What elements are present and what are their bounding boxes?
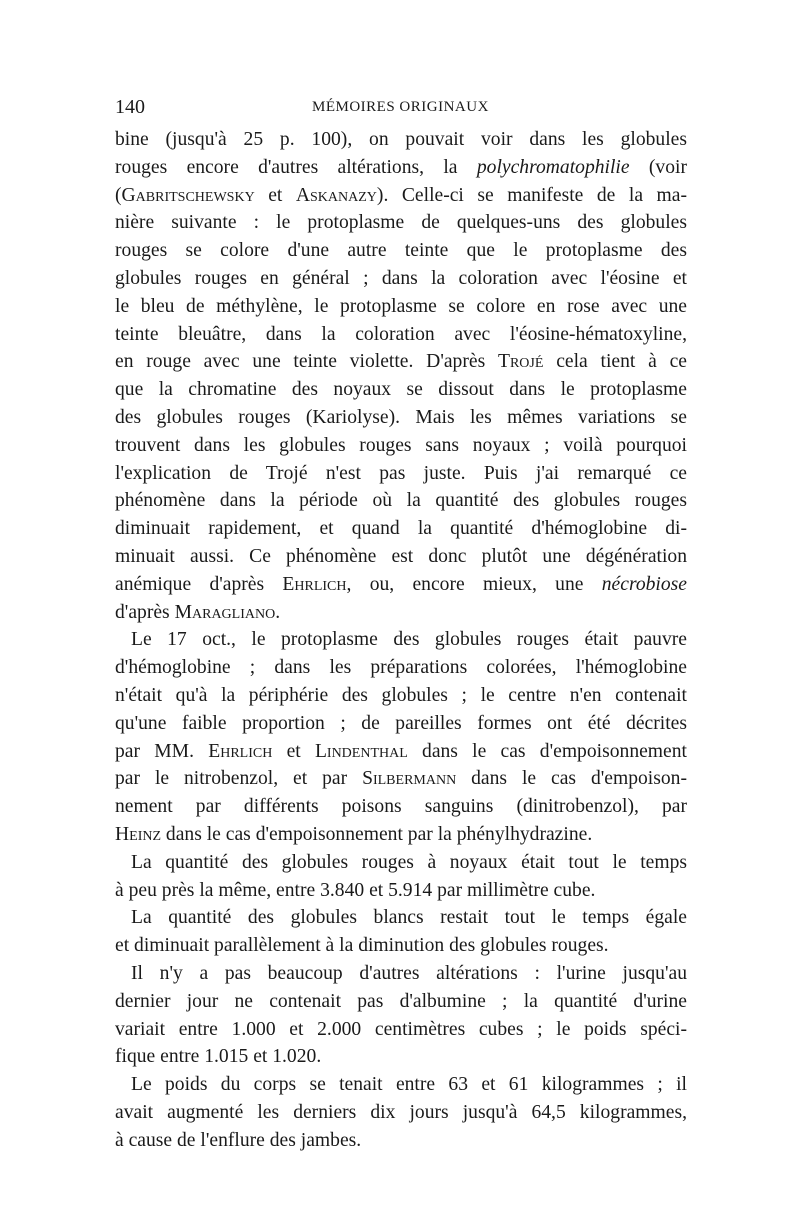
text-line [115, 849, 687, 877]
author-name: Trojé [497, 351, 544, 373]
text-line [115, 682, 687, 710]
text-line [115, 293, 687, 321]
text-line [115, 487, 687, 515]
running-head: MÉMOIRES ORIGINAUX [312, 99, 489, 115]
text-segment: anémique d'après [115, 573, 283, 595]
text-line [115, 154, 687, 182]
text-segment: , ou, encore mieux, une [346, 573, 602, 595]
text-line [115, 515, 687, 543]
text-segment: minuait aussi. Ce phénomène est donc plutôt une dégénération [115, 545, 687, 567]
author-name: Heinz [115, 823, 162, 845]
italic-term: polychromatophilie [476, 156, 630, 178]
text-segment: à peu près la même, entre 3.840 et 5.914 par millimètre cube. [115, 879, 596, 901]
text-segment: dans le cas d'empoison- [456, 768, 687, 790]
text-line [115, 432, 687, 460]
text-line [115, 1071, 687, 1099]
text-line [115, 960, 687, 988]
text-segment: par MM. [115, 740, 209, 762]
text-segment: par le nitrobenzol, et par [115, 768, 363, 790]
text-segment: dans le cas d'empoisonnement [407, 740, 687, 762]
text-line [115, 1016, 687, 1044]
text-line [115, 1127, 687, 1155]
text-line [115, 571, 687, 599]
text-line [115, 626, 687, 654]
text-segment: cela tient à ce [543, 351, 687, 373]
author-name: Silbermann [362, 768, 457, 790]
text-segment: d'après [115, 601, 175, 623]
text-segment: diminuait rapidement, et quand la quantité d'hémoglobine di- [115, 518, 687, 540]
text-line [115, 1099, 687, 1127]
text-line [115, 543, 687, 571]
text-segment: teinte bleuâtre, dans la coloration avec l'éosine-hématoxyline, [115, 323, 687, 345]
text-segment: (voir [629, 156, 687, 178]
text-segment: rouges encore d'autres altérations, la [115, 156, 477, 178]
text-segment: à cause de l'enflure des jambes. [115, 1129, 362, 1151]
text-line [115, 932, 687, 960]
text-line [115, 738, 687, 766]
text-segment: phénomène dans la période où la quantité des globules rouges [115, 490, 687, 512]
text-segment: . [275, 601, 281, 623]
text-line [115, 877, 687, 905]
page-number: 140 [115, 96, 145, 118]
text-segment: n'était qu'à la périphérie des globules ; le centre n'en contenait [115, 684, 687, 706]
text-segment: Le 17 oct., le protoplasme des globules rouges était pauvre [131, 629, 687, 651]
italic-term: nécrobiose [601, 573, 687, 595]
author-name: Gabritschewsky [121, 184, 255, 206]
text-line [115, 126, 687, 154]
text-line [115, 348, 687, 376]
text-segment: l'explication de Trojé n'est pas juste. Puis j'ai remarqué ce [115, 462, 687, 484]
text-segment: d'hémoglobine ; dans les préparations colorées, l'hémoglobine [115, 657, 687, 679]
text-segment: Il n'y a pas beaucoup d'autres altérations : l'urine jusqu'au [131, 962, 687, 984]
text-segment: ( [115, 184, 122, 206]
text-line [115, 765, 687, 793]
text-line [115, 821, 687, 849]
text-segment: Le poids du corps se tenait entre 63 et 61 kilogrammes ; il [131, 1074, 687, 1096]
text-segment: bine (jusqu'à 25 p. 100), on pouvait voir dans les globules [115, 129, 687, 150]
text-segment: La quantité des globules blancs restait tout le temps égale [131, 907, 687, 929]
text-line [115, 793, 687, 821]
text-segment: avait augmenté les derniers dix jours jusqu'à 64,5 kilogrammes, [115, 1101, 687, 1123]
text-segment: variait entre 1.000 et 2.000 centimètres cubes ; le poids spéci- [115, 1018, 687, 1040]
page-header [115, 96, 685, 124]
text-segment: nement par différents poisons sanguins (dinitrobenzol), par [115, 796, 687, 818]
text-segment: le bleu de méthylène, le protoplasme se colore en rose avec une [115, 295, 687, 317]
text-segment: globules rouges en général ; dans la coloration avec l'éosine et [115, 267, 687, 289]
author-name: Lindenthal [314, 740, 408, 762]
text-segment: que la chromatine des noyaux se dissout dans le protoplasme [115, 379, 687, 401]
text-line [115, 710, 687, 738]
text-line [115, 1043, 687, 1071]
text-line [115, 237, 687, 265]
text-line [115, 321, 687, 349]
author-name: Ehrlich [208, 740, 273, 762]
text-segment: en rouge avec une teinte violette. D'après [115, 351, 498, 373]
text-line [115, 209, 687, 237]
text-line [115, 460, 687, 488]
text-segment: et [272, 740, 315, 762]
text-line [115, 404, 687, 432]
text-segment: dernier jour ne contenait pas d'albumine ; la quantité d'urine [115, 990, 687, 1012]
text-line [115, 376, 687, 404]
text-line [115, 599, 687, 627]
text-line [115, 265, 687, 293]
text-segment: des globules rouges (Kariolyse). Mais les mêmes variations se [115, 406, 687, 428]
text-segment: qu'une faible proportion ; de pareilles formes ont été décrites [115, 712, 687, 734]
author-name: Maragliano [174, 601, 276, 623]
text-line [115, 988, 687, 1016]
text-segment: et [254, 184, 296, 206]
text-line [115, 182, 687, 210]
text-line [115, 654, 687, 682]
body-text [115, 126, 687, 1154]
text-segment: et diminuait parallèlement à la diminution des globules rouges. [115, 935, 609, 957]
author-name: Askanazy [295, 184, 377, 206]
text-segment: dans le cas d'empoisonnement par la phénylhydrazine. [161, 823, 593, 845]
author-name: Ehrlich [282, 573, 347, 595]
text-segment: rouges se colore d'une autre teinte que le protoplasme des [115, 240, 687, 262]
text-segment: La quantité des globules rouges à noyaux était tout le temps [131, 851, 687, 873]
text-segment: trouvent dans les globules rouges sans noyaux ; voilà pourquoi [115, 434, 687, 456]
text-segment: nière suivante : le protoplasme de quelques-uns des globules [115, 212, 687, 234]
text-segment: ). Celle-ci se manifeste de la ma- [376, 184, 688, 206]
text-segment: fique entre 1.015 et 1.020. [115, 1046, 322, 1068]
text-line [115, 904, 687, 932]
